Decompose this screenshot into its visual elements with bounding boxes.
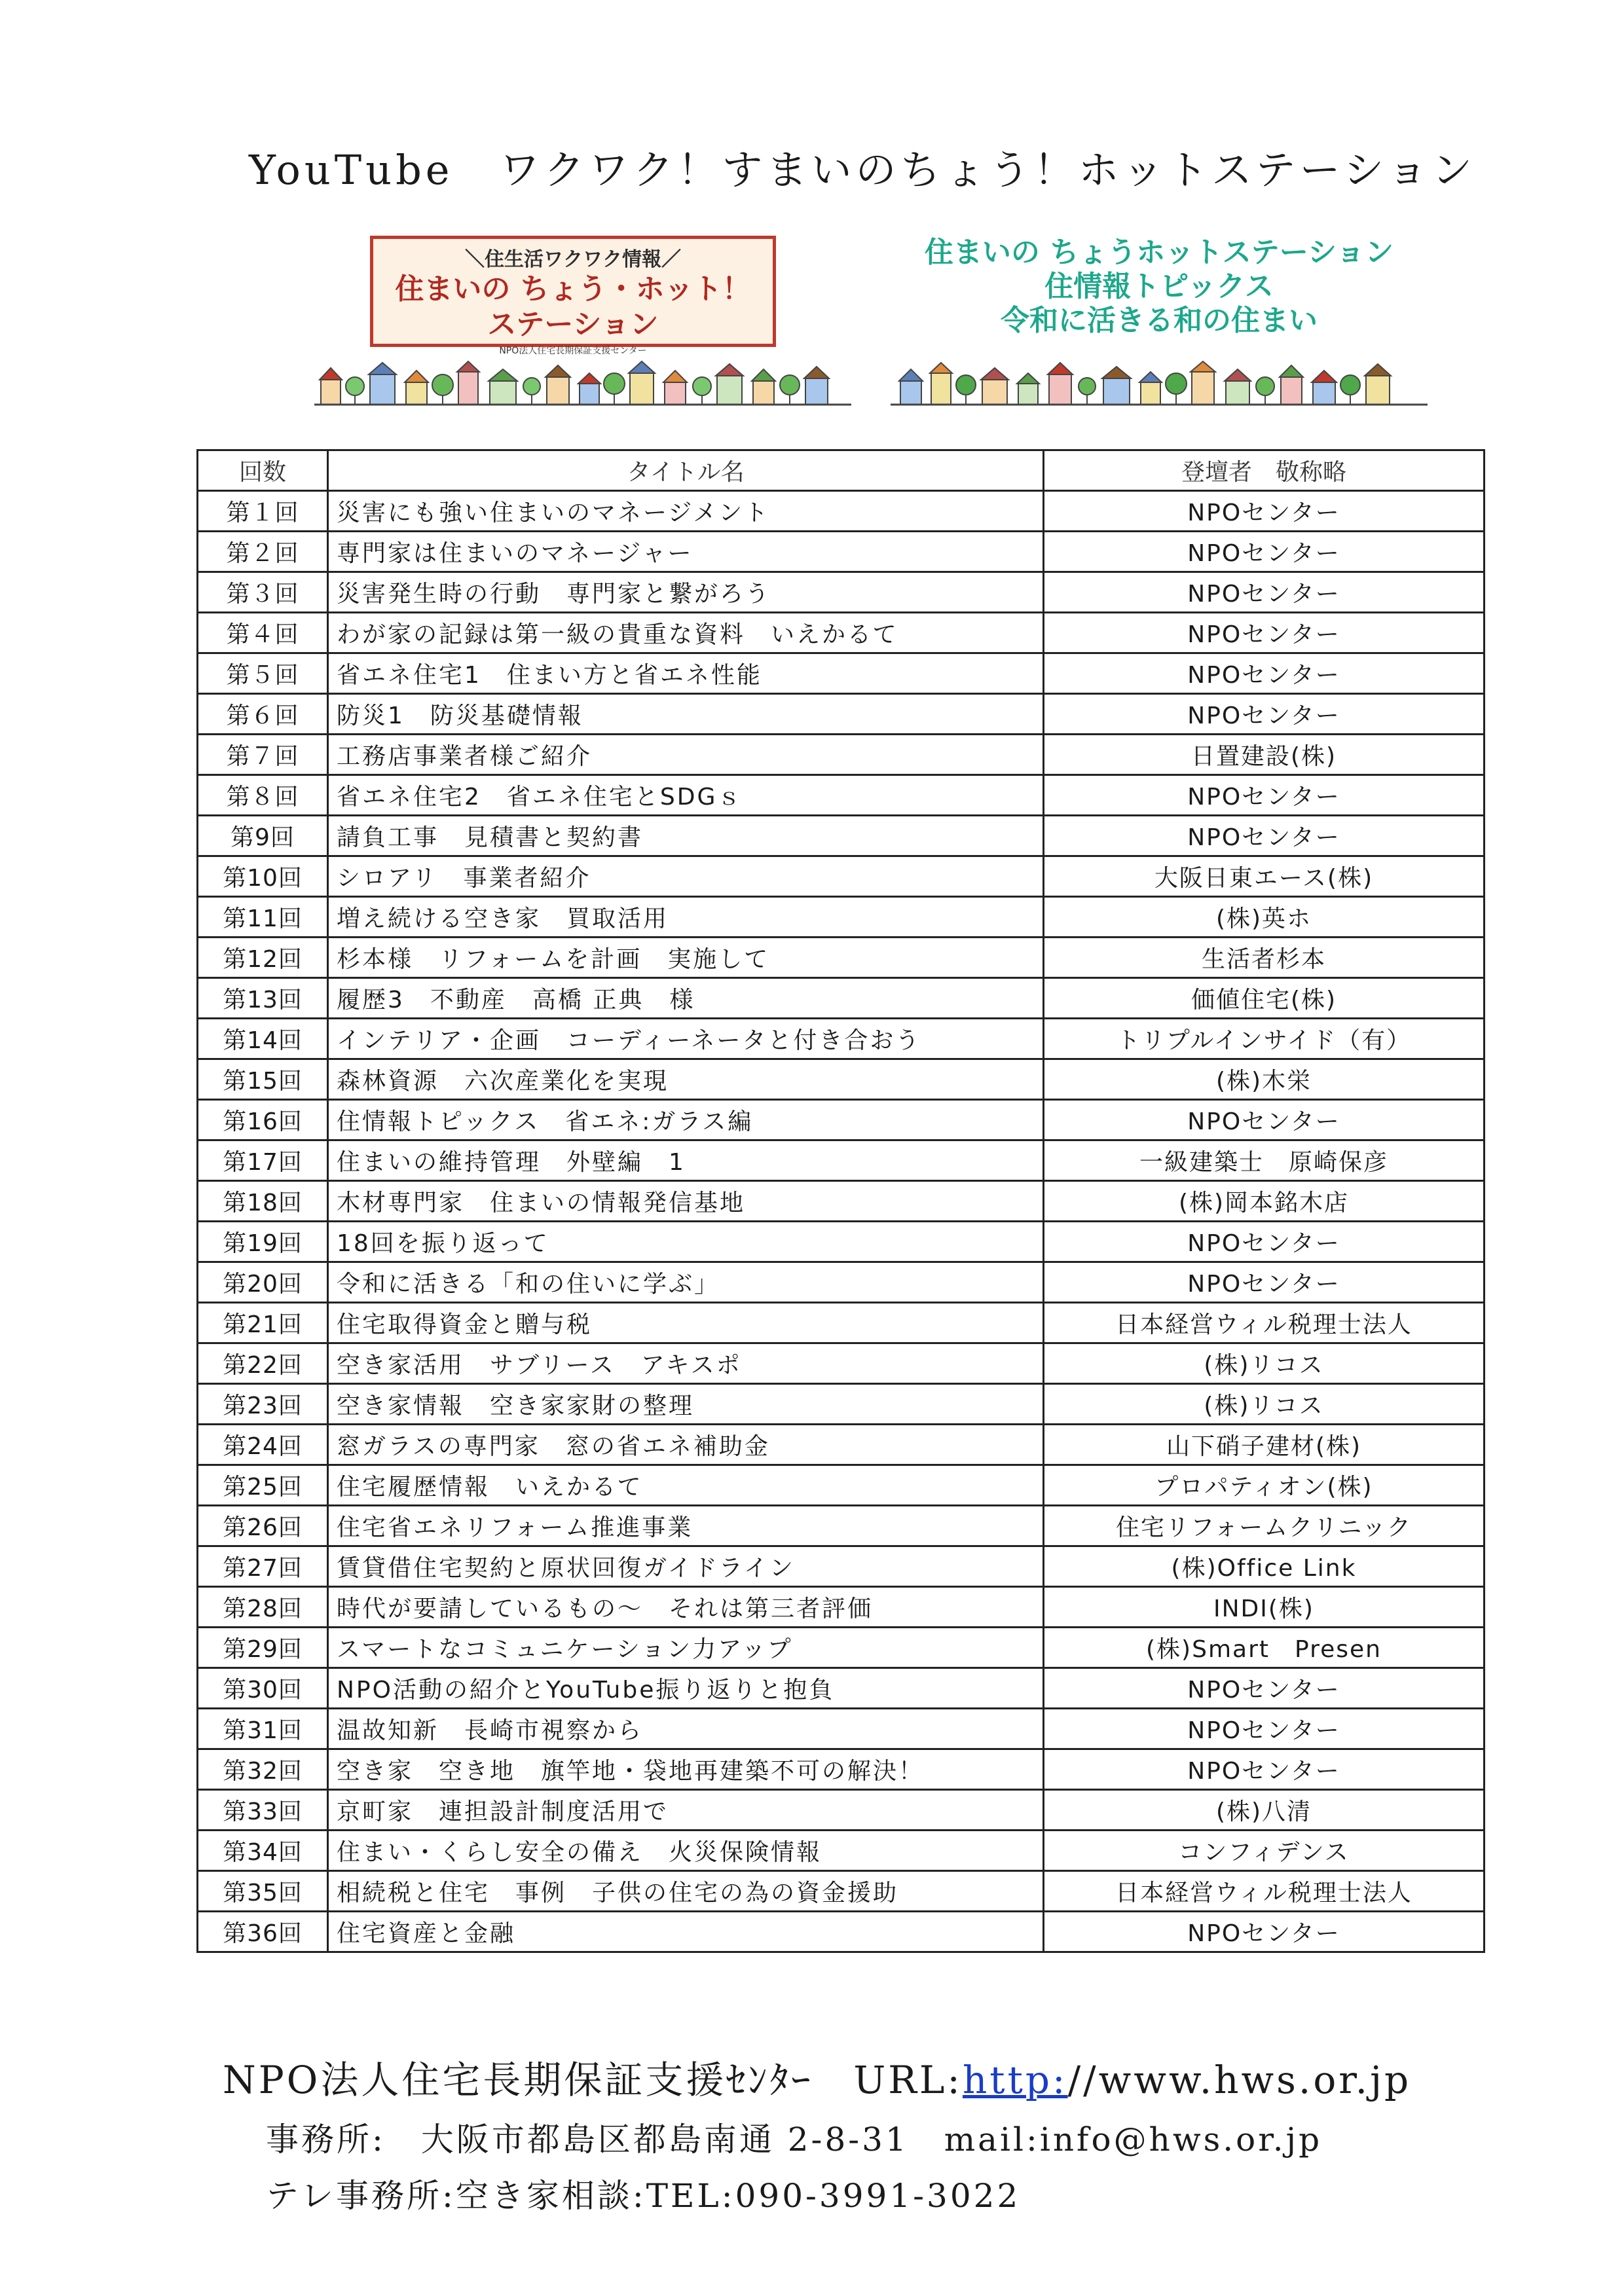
footer: [223, 2049, 1411, 2217]
table-row: [198, 816, 1485, 856]
episode-table: [196, 449, 1485, 1953]
banner-left-box: [370, 236, 776, 356]
episode-host-cell: (株)英ホ: [1044, 897, 1485, 938]
program-banner-right: [891, 236, 1428, 406]
episode-title-cell: 住宅取得資金と贈与税: [328, 1303, 1044, 1343]
episode-number-cell: 第16回: [198, 1100, 328, 1140]
episode-number-cell: 第26回: [198, 1506, 328, 1546]
episode-host-cell: NPOセンター: [1044, 1100, 1485, 1140]
episode-host-cell: NPOセンター: [1044, 816, 1485, 856]
table-row: [198, 1019, 1485, 1059]
table-row: [198, 1506, 1485, 1546]
episode-number-cell: 第24回: [198, 1425, 328, 1465]
table-row: [198, 1059, 1485, 1100]
episode-number-cell: 第13回: [198, 978, 328, 1019]
episode-host-cell: NPOセンター: [1044, 532, 1485, 572]
table-row: [198, 1871, 1485, 1912]
table-row: [198, 1140, 1485, 1181]
episode-number-cell: 第２回: [198, 532, 328, 572]
episode-host-cell: NPOセンター: [1044, 572, 1485, 613]
footer-url-label: URL:: [853, 2058, 963, 2102]
table-row: [198, 572, 1485, 613]
table-row: [198, 1303, 1485, 1343]
town-illustration-right-icon: [891, 360, 1428, 406]
episode-host-cell: 一級建築士 原崎保彦: [1044, 1140, 1485, 1181]
episode-number-cell: 第27回: [198, 1546, 328, 1587]
episode-host-cell: NPOセンター: [1044, 1749, 1485, 1790]
footer-org: NPO法人住宅長期保証支援ｾﾝﾀｰ: [223, 2058, 813, 2102]
episode-host-cell: (株)リコス: [1044, 1343, 1485, 1384]
episode-host-cell: 住宅リフォームクリニック: [1044, 1506, 1485, 1546]
table-row: [198, 653, 1485, 694]
episode-host-cell: NPOセンター: [1044, 1912, 1485, 1952]
episode-host-cell: NPOセンター: [1044, 613, 1485, 653]
episode-host-cell: トリプルインサイド（有）: [1044, 1019, 1485, 1059]
footer-url-rest: //www.hws.or.jp: [1067, 2058, 1412, 2102]
episode-host-cell: (株)Smart Presen: [1044, 1628, 1485, 1668]
episode-title-cell: スマートなコミュニケーション力アップ: [328, 1628, 1044, 1668]
episode-number-cell: 第30回: [198, 1668, 328, 1709]
episode-title-cell: 空き家活用 サブリース アキスポ: [328, 1343, 1044, 1384]
episode-title-cell: 住宅省エネリフォーム推進事業: [328, 1506, 1044, 1546]
page-title-youtube: YouTube: [249, 146, 454, 194]
banner-left-tag: ＼住生活ワクワク情報／: [465, 248, 681, 271]
banner-right-line3: 令和に活きる和の住まい: [1001, 304, 1318, 337]
table-row: [198, 1668, 1485, 1709]
page-title-program: ワクワク！すまいのちょう！ホットステーション: [499, 146, 1477, 194]
episode-number-cell: 第28回: [198, 1587, 328, 1628]
episode-host-cell: 生活者杉本: [1044, 938, 1485, 978]
episode-host-cell: NPOセンター: [1044, 1709, 1485, 1749]
episode-title-cell: 災害発生時の行動 専門家と繋がろう: [328, 572, 1044, 613]
episode-number-cell: 第20回: [198, 1262, 328, 1303]
town-illustration-icon: [314, 360, 851, 406]
episode-number-cell: 第29回: [198, 1628, 328, 1668]
episode-host-cell: (株)岡本銘木店: [1044, 1181, 1485, 1222]
episode-number-cell: 第15回: [198, 1059, 328, 1100]
episode-number-cell: 第33回: [198, 1790, 328, 1831]
episode-title-cell: 住まいの維持管理 外壁編 1: [328, 1140, 1044, 1181]
episode-title-cell: 省エネ住宅1 住まい方と省エネ性能: [328, 653, 1044, 694]
episode-host-cell: (株)リコス: [1044, 1384, 1485, 1425]
table-row: [198, 735, 1485, 775]
episode-host-cell: 日本経営ウィル税理士法人: [1044, 1303, 1485, 1343]
table-row: [198, 491, 1485, 532]
episode-host-cell: 価値住宅(株): [1044, 978, 1485, 1019]
episode-number-cell: 第10回: [198, 856, 328, 897]
banner-left-line2: ステーション: [487, 308, 659, 341]
footer-tel: テレ事務所:空き家相談:TEL:090-3991-3022: [266, 2177, 1021, 2215]
episode-title-cell: 木材専門家 住まいの情報発信基地: [328, 1181, 1044, 1222]
table-row: [198, 1343, 1485, 1384]
table-row: [198, 978, 1485, 1019]
table-row: [198, 1181, 1485, 1222]
header-num: 回数: [198, 450, 328, 491]
footer-org-line: [223, 2049, 1411, 2104]
table-row: [198, 897, 1485, 938]
table-row: [198, 1912, 1485, 1952]
episode-host-cell: 大阪日東エース(株): [1044, 856, 1485, 897]
episode-host-cell: NPOセンター: [1044, 775, 1485, 816]
episode-number-cell: 第21回: [198, 1303, 328, 1343]
table-row: [198, 1222, 1485, 1262]
table-row: [198, 1425, 1485, 1465]
episode-host-cell: プロパティオン(株): [1044, 1465, 1485, 1506]
episode-title-cell: 住情報トピックス 省エネ:ガラス編: [328, 1100, 1044, 1140]
episode-number-cell: 第７回: [198, 735, 328, 775]
table-row: [198, 694, 1485, 735]
banner-left-org: NPO法人住宅長期保証支援センター: [499, 346, 647, 356]
table-row: [198, 856, 1485, 897]
episode-title-cell: 請負工事 見積書と契約書: [328, 816, 1044, 856]
episode-title-cell: わが家の記録は第一級の貴重な資料 いえかるて: [328, 613, 1044, 653]
episode-title-cell: 履歴3 不動産 高橋 正典 様: [328, 978, 1044, 1019]
episode-host-cell: NPOセンター: [1044, 491, 1485, 532]
table-row: [198, 1790, 1485, 1831]
episode-number-cell: 第19回: [198, 1222, 328, 1262]
episode-number-cell: 第23回: [198, 1384, 328, 1425]
table-row: [198, 1465, 1485, 1506]
table-row: [198, 775, 1485, 816]
table-row: [198, 613, 1485, 653]
episode-number-cell: 第36回: [198, 1912, 328, 1952]
episode-title-cell: 18回を振り返って: [328, 1222, 1044, 1262]
episode-number-cell: 第８回: [198, 775, 328, 816]
banner-left-line1: 住まいの ちょう・ホット！: [395, 272, 751, 306]
episode-title-cell: 時代が要請しているもの～ それは第三者評価: [328, 1587, 1044, 1628]
table-row: [198, 1100, 1485, 1140]
episode-title-cell: 防災1 防災基礎情報: [328, 694, 1044, 735]
header-host: 登壇者 敬称略: [1044, 450, 1485, 491]
episode-number-cell: 第32回: [198, 1749, 328, 1790]
table-row: [198, 938, 1485, 978]
episode-title-cell: 賃貸借住宅契約と原状回復ガイドライン: [328, 1546, 1044, 1587]
episode-number-cell: 第４回: [198, 613, 328, 653]
episode-title-cell: 工務店事業者様ご紹介: [328, 735, 1044, 775]
episode-number-cell: 第9回: [198, 816, 328, 856]
banner-right-line2: 住情報トピックス: [1044, 270, 1274, 303]
episode-number-cell: 第31回: [198, 1709, 328, 1749]
episode-host-cell: NPOセンター: [1044, 1668, 1485, 1709]
table-header-row: [198, 450, 1485, 491]
episode-title-cell: 災害にも強い住まいのマネージメント: [328, 491, 1044, 532]
episode-number-cell: 第３回: [198, 572, 328, 613]
episode-number-cell: 第22回: [198, 1343, 328, 1384]
episode-number-cell: 第18回: [198, 1181, 328, 1222]
episode-number-cell: 第12回: [198, 938, 328, 978]
table-row: [198, 1587, 1485, 1628]
table-row: [198, 1384, 1485, 1425]
episode-title-cell: シロアリ 事業者紹介: [328, 856, 1044, 897]
episode-host-cell: NPOセンター: [1044, 653, 1485, 694]
episode-title-cell: 京町家 連担設計制度活用で: [328, 1790, 1044, 1831]
episode-title-cell: 令和に活きる「和の住いに学ぶ」: [328, 1262, 1044, 1303]
episode-host-cell: NPOセンター: [1044, 1222, 1485, 1262]
episode-title-cell: 空き家情報 空き家家財の整理: [328, 1384, 1044, 1425]
episode-host-cell: INDI(株): [1044, 1587, 1485, 1628]
table-row: [198, 1749, 1485, 1790]
episode-number-cell: 第14回: [198, 1019, 328, 1059]
episode-number-cell: 第６回: [198, 694, 328, 735]
episode-title-cell: 住宅履歴情報 いえかるて: [328, 1465, 1044, 1506]
episode-title-cell: 住まい・くらし安全の備え 火災保険情報: [328, 1831, 1044, 1871]
table-row: [198, 1546, 1485, 1587]
episode-number-cell: 第５回: [198, 653, 328, 694]
program-banner-left: [314, 236, 851, 406]
episode-host-cell: NPOセンター: [1044, 694, 1485, 735]
header-title: タイトル名: [328, 450, 1044, 491]
episode-host-cell: (株)木栄: [1044, 1059, 1485, 1100]
episode-title-cell: 相続税と住宅 事例 子供の住宅の為の資金援助: [328, 1871, 1044, 1912]
episode-title-cell: 住宅資産と金融: [328, 1912, 1044, 1952]
episode-title-cell: 専門家は住まいのマネージャー: [328, 532, 1044, 572]
footer-url-link[interactable]: http:: [962, 2058, 1068, 2102]
episode-host-cell: 日置建設(株): [1044, 735, 1485, 775]
table-row: [198, 1709, 1485, 1749]
episode-host-cell: コンフィデンス: [1044, 1831, 1485, 1871]
episode-host-cell: (株)八清: [1044, 1790, 1485, 1831]
episode-title-cell: 森林資源 六次産業化を実現: [328, 1059, 1044, 1100]
episode-number-cell: 第11回: [198, 897, 328, 938]
episode-host-cell: (株)Office Link: [1044, 1546, 1485, 1587]
footer-office: 事務所: 大阪市都島区都島南通 2-8-31 mail:info@hws.or.jp: [266, 2121, 1323, 2159]
episode-title-cell: 空き家 空き地 旗竿地・袋地再建築不可の解決！: [328, 1749, 1044, 1790]
episode-title-cell: 温故知新 長崎市視察から: [328, 1709, 1044, 1749]
page-title: [249, 137, 1477, 196]
banner-right-line1: 住まいの ちょうホットステーション: [924, 236, 1394, 269]
episode-number-cell: 第１回: [198, 491, 328, 532]
episode-host-cell: 山下硝子建材(株): [1044, 1425, 1485, 1465]
episode-title-cell: NPO活動の紹介とYouTube振り返りと抱負: [328, 1668, 1044, 1709]
table-row: [198, 532, 1485, 572]
episode-title-cell: 杉本様 リフォームを計画 実施して: [328, 938, 1044, 978]
episode-title-cell: 増え続ける空き家 買取活用: [328, 897, 1044, 938]
table-row: [198, 1262, 1485, 1303]
episode-number-cell: 第34回: [198, 1831, 328, 1871]
episode-number-cell: 第17回: [198, 1140, 328, 1181]
table-row: [198, 1831, 1485, 1871]
episode-title-cell: 窓ガラスの専門家 窓の省エネ補助金: [328, 1425, 1044, 1465]
table-row: [198, 1628, 1485, 1668]
episode-title-cell: 省エネ住宅2 省エネ住宅とSDGｓ: [328, 775, 1044, 816]
episode-host-cell: 日本経営ウィル税理士法人: [1044, 1871, 1485, 1912]
episode-number-cell: 第25回: [198, 1465, 328, 1506]
episode-number-cell: 第35回: [198, 1871, 328, 1912]
episode-title-cell: インテリア・企画 コーディーネータと付き合おう: [328, 1019, 1044, 1059]
table-body: [198, 491, 1485, 1952]
episode-host-cell: NPOセンター: [1044, 1262, 1485, 1303]
